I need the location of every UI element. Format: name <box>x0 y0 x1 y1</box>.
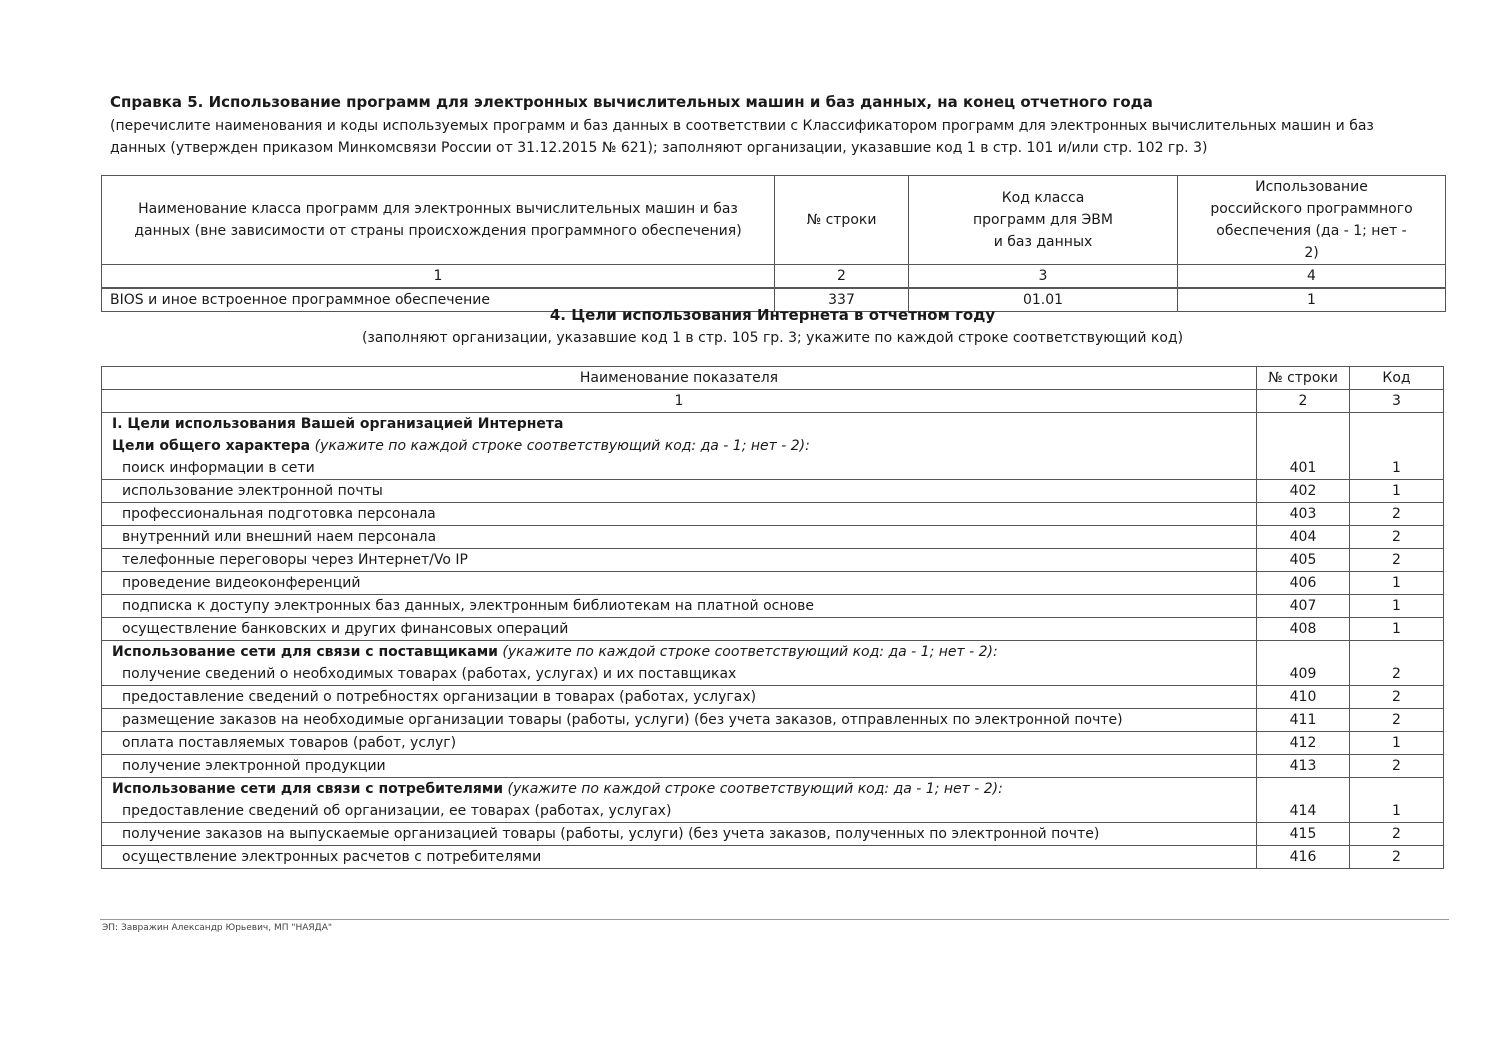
table-row <box>102 755 1444 778</box>
section-title-row <box>102 413 1444 436</box>
table-row <box>102 503 1444 526</box>
table-row <box>102 709 1444 732</box>
software-line-no: 337 <box>775 288 909 312</box>
table-row <box>102 800 1444 823</box>
empty-cell <box>1257 435 1350 457</box>
code-value: 2 <box>1350 755 1444 778</box>
group-title-hint: (укажите по каждой строке соответствующий код: да - 1; нет - 2): <box>310 437 810 454</box>
group-title-row <box>102 778 1444 801</box>
line-number: 402 <box>1257 480 1350 503</box>
empty-cell <box>1350 413 1444 436</box>
section5-note <box>110 115 1374 159</box>
indicator-label: телефонные переговоры через Интернет/Vo IP <box>102 549 1257 572</box>
empty-cell <box>1257 413 1350 436</box>
empty-cell <box>1350 641 1444 664</box>
internet-usage-body <box>102 367 1444 869</box>
col-number: 4 <box>1178 265 1446 289</box>
code-value: 2 <box>1350 846 1444 869</box>
code-value: 2 <box>1350 526 1444 549</box>
table-row <box>102 457 1444 480</box>
line-number: 401 <box>1257 457 1350 480</box>
header-line-no: № строки <box>1257 367 1350 390</box>
indicator-label: профессиональная подготовка персонала <box>102 503 1257 526</box>
empty-cell <box>1350 778 1444 801</box>
code-value: 1 <box>1350 595 1444 618</box>
line-number: 416 <box>1257 846 1350 869</box>
group-title-bold: Использование сети для связи с потребителями <box>112 780 504 797</box>
col-number: 2 <box>1257 390 1350 413</box>
group-title-bold: Использование сети для связи с поставщиками <box>112 643 498 660</box>
header-class-code: Код класса программ для ЭВМ и баз данных <box>909 176 1178 265</box>
section4-note: (заполняют организации, указавшие код 1 в стр. 105 гр. 3; укажите по каждой строке соответствующий код) <box>361 330 1184 346</box>
group-title <box>102 778 1257 801</box>
col-number: 3 <box>909 265 1178 289</box>
empty-cell <box>1257 778 1350 801</box>
footer-signature: ЭП: Завражин Александр Юрьевич, МП "НАЯДА" <box>102 923 332 933</box>
line-number: 405 <box>1257 549 1350 572</box>
footer-divider <box>100 919 1449 920</box>
software-class-code: 01.01 <box>909 288 1178 312</box>
col-number: 2 <box>775 265 909 289</box>
code-value: 1 <box>1350 800 1444 823</box>
table-row <box>102 480 1444 503</box>
internet-table-header <box>102 367 1444 390</box>
line-number: 404 <box>1257 526 1350 549</box>
group-title-row <box>102 435 1444 457</box>
group-title <box>102 641 1257 664</box>
code-value: 1 <box>1350 572 1444 595</box>
col-number: 3 <box>1350 390 1444 413</box>
code-value: 2 <box>1350 503 1444 526</box>
software-russian-use: 1 <box>1178 288 1446 312</box>
section5-note-line1: (перечислите наименования и коды используемых программ и баз данных в соответствии с Классификатором программ для электронных вычислительных машин и баз <box>110 118 1374 134</box>
line-number: 415 <box>1257 823 1350 846</box>
indicator-label: получение заказов на выпускаемые организацией товары (работы, услуги) (без учета заказов, полученных по электронной почте) <box>102 823 1257 846</box>
internet-usage-table <box>101 366 1444 869</box>
indicator-label: получение электронной продукции <box>102 755 1257 778</box>
line-number: 408 <box>1257 618 1350 641</box>
line-number: 413 <box>1257 755 1350 778</box>
indicator-label: внутренний или внешний наем персонала <box>102 526 1257 549</box>
code-value: 2 <box>1350 549 1444 572</box>
group-title <box>102 435 1257 457</box>
indicator-label: размещение заказов на необходимые организации товары (работы, услуги) (без учета заказов, отправленных по электронной почте) <box>102 709 1257 732</box>
line-number: 406 <box>1257 572 1350 595</box>
code-value: 2 <box>1350 663 1444 686</box>
software-table-header <box>102 176 1446 265</box>
group-title-row <box>102 641 1444 664</box>
table-row <box>102 823 1444 846</box>
table-row <box>102 663 1444 686</box>
col-number: 1 <box>102 265 775 289</box>
table-row <box>102 595 1444 618</box>
group-title-hint: (укажите по каждой строке соответствующий код: да - 1; нет - 2): <box>497 643 998 660</box>
code-value: 1 <box>1350 618 1444 641</box>
indicator-label: проведение видеоконференций <box>102 572 1257 595</box>
header-line-no: № строки <box>775 176 909 265</box>
software-table-col-numbers <box>102 265 1446 289</box>
col-number: 1 <box>102 390 1257 413</box>
indicator-label: подписка к доступу электронных баз данных, электронным библиотекам на платной основе <box>102 595 1257 618</box>
code-value: 2 <box>1350 709 1444 732</box>
indicator-label: оплата поставляемых товаров (работ, услуг) <box>102 732 1257 755</box>
header-indicator: Наименование показателя <box>102 367 1257 390</box>
indicator-label: осуществление электронных расчетов с потребителями <box>102 846 1257 869</box>
table-row <box>102 618 1444 641</box>
header-code: Код <box>1350 367 1444 390</box>
indicator-label: использование электронной почты <box>102 480 1257 503</box>
empty-cell <box>1350 435 1444 457</box>
indicator-label: осуществление банковских и других финансовых операций <box>102 618 1257 641</box>
software-table <box>101 175 1446 312</box>
empty-cell <box>1257 641 1350 664</box>
code-value: 1 <box>1350 457 1444 480</box>
line-number: 412 <box>1257 732 1350 755</box>
line-number: 414 <box>1257 800 1350 823</box>
code-value: 2 <box>1350 823 1444 846</box>
section4-title: 4. Цели использования Интернета в отчетном году <box>549 306 996 324</box>
table-row <box>102 526 1444 549</box>
table-row <box>102 686 1444 709</box>
section-title: I. Цели использования Вашей организацией Интернета <box>102 413 1257 436</box>
code-value: 1 <box>1350 732 1444 755</box>
table-row <box>102 732 1444 755</box>
table-row <box>102 846 1444 869</box>
line-number: 409 <box>1257 663 1350 686</box>
table-row <box>102 549 1444 572</box>
line-number: 411 <box>1257 709 1350 732</box>
software-class-name: BIOS и иное встроенное программное обеспечение <box>102 288 775 312</box>
indicator-label: предоставление сведений об организации, ее товарах (работах, услугах) <box>102 800 1257 823</box>
header-russian-use: Использование российского программного обеспечения (да - 1; нет - 2) <box>1178 176 1446 265</box>
line-number: 410 <box>1257 686 1350 709</box>
internet-table-col-numbers <box>102 390 1444 413</box>
header-class-name: Наименование класса программ для электронных вычислительных машин и баз данных (вне зависимости от страны происхождения программного обеспечения) <box>102 176 775 265</box>
indicator-label: предоставление сведений о потребностях организации в товарах (работах, услугах) <box>102 686 1257 709</box>
code-value: 2 <box>1350 686 1444 709</box>
indicator-label: получение сведений о необходимых товарах (работах, услугах) и их поставщиках <box>102 663 1257 686</box>
table-row <box>102 572 1444 595</box>
line-number: 403 <box>1257 503 1350 526</box>
section5-title: Справка 5. Использование программ для электронных вычислительных машин и баз данных, на конец отчетного года <box>110 93 1153 111</box>
group-title-hint: (укажите по каждой строке соответствующий код: да - 1; нет - 2): <box>503 780 1003 797</box>
line-number: 407 <box>1257 595 1350 618</box>
section5-note-line2: данных (утвержден приказом Минкомсвязи России от 31.12.2015 № 621); заполняют организации, указавшие код 1 в стр. 101 и/или стр. 102 гр. 3) <box>110 140 1208 156</box>
group-title-bold: Цели общего характера <box>112 437 311 454</box>
code-value: 1 <box>1350 480 1444 503</box>
indicator-label: поиск информации в сети <box>102 457 1257 480</box>
